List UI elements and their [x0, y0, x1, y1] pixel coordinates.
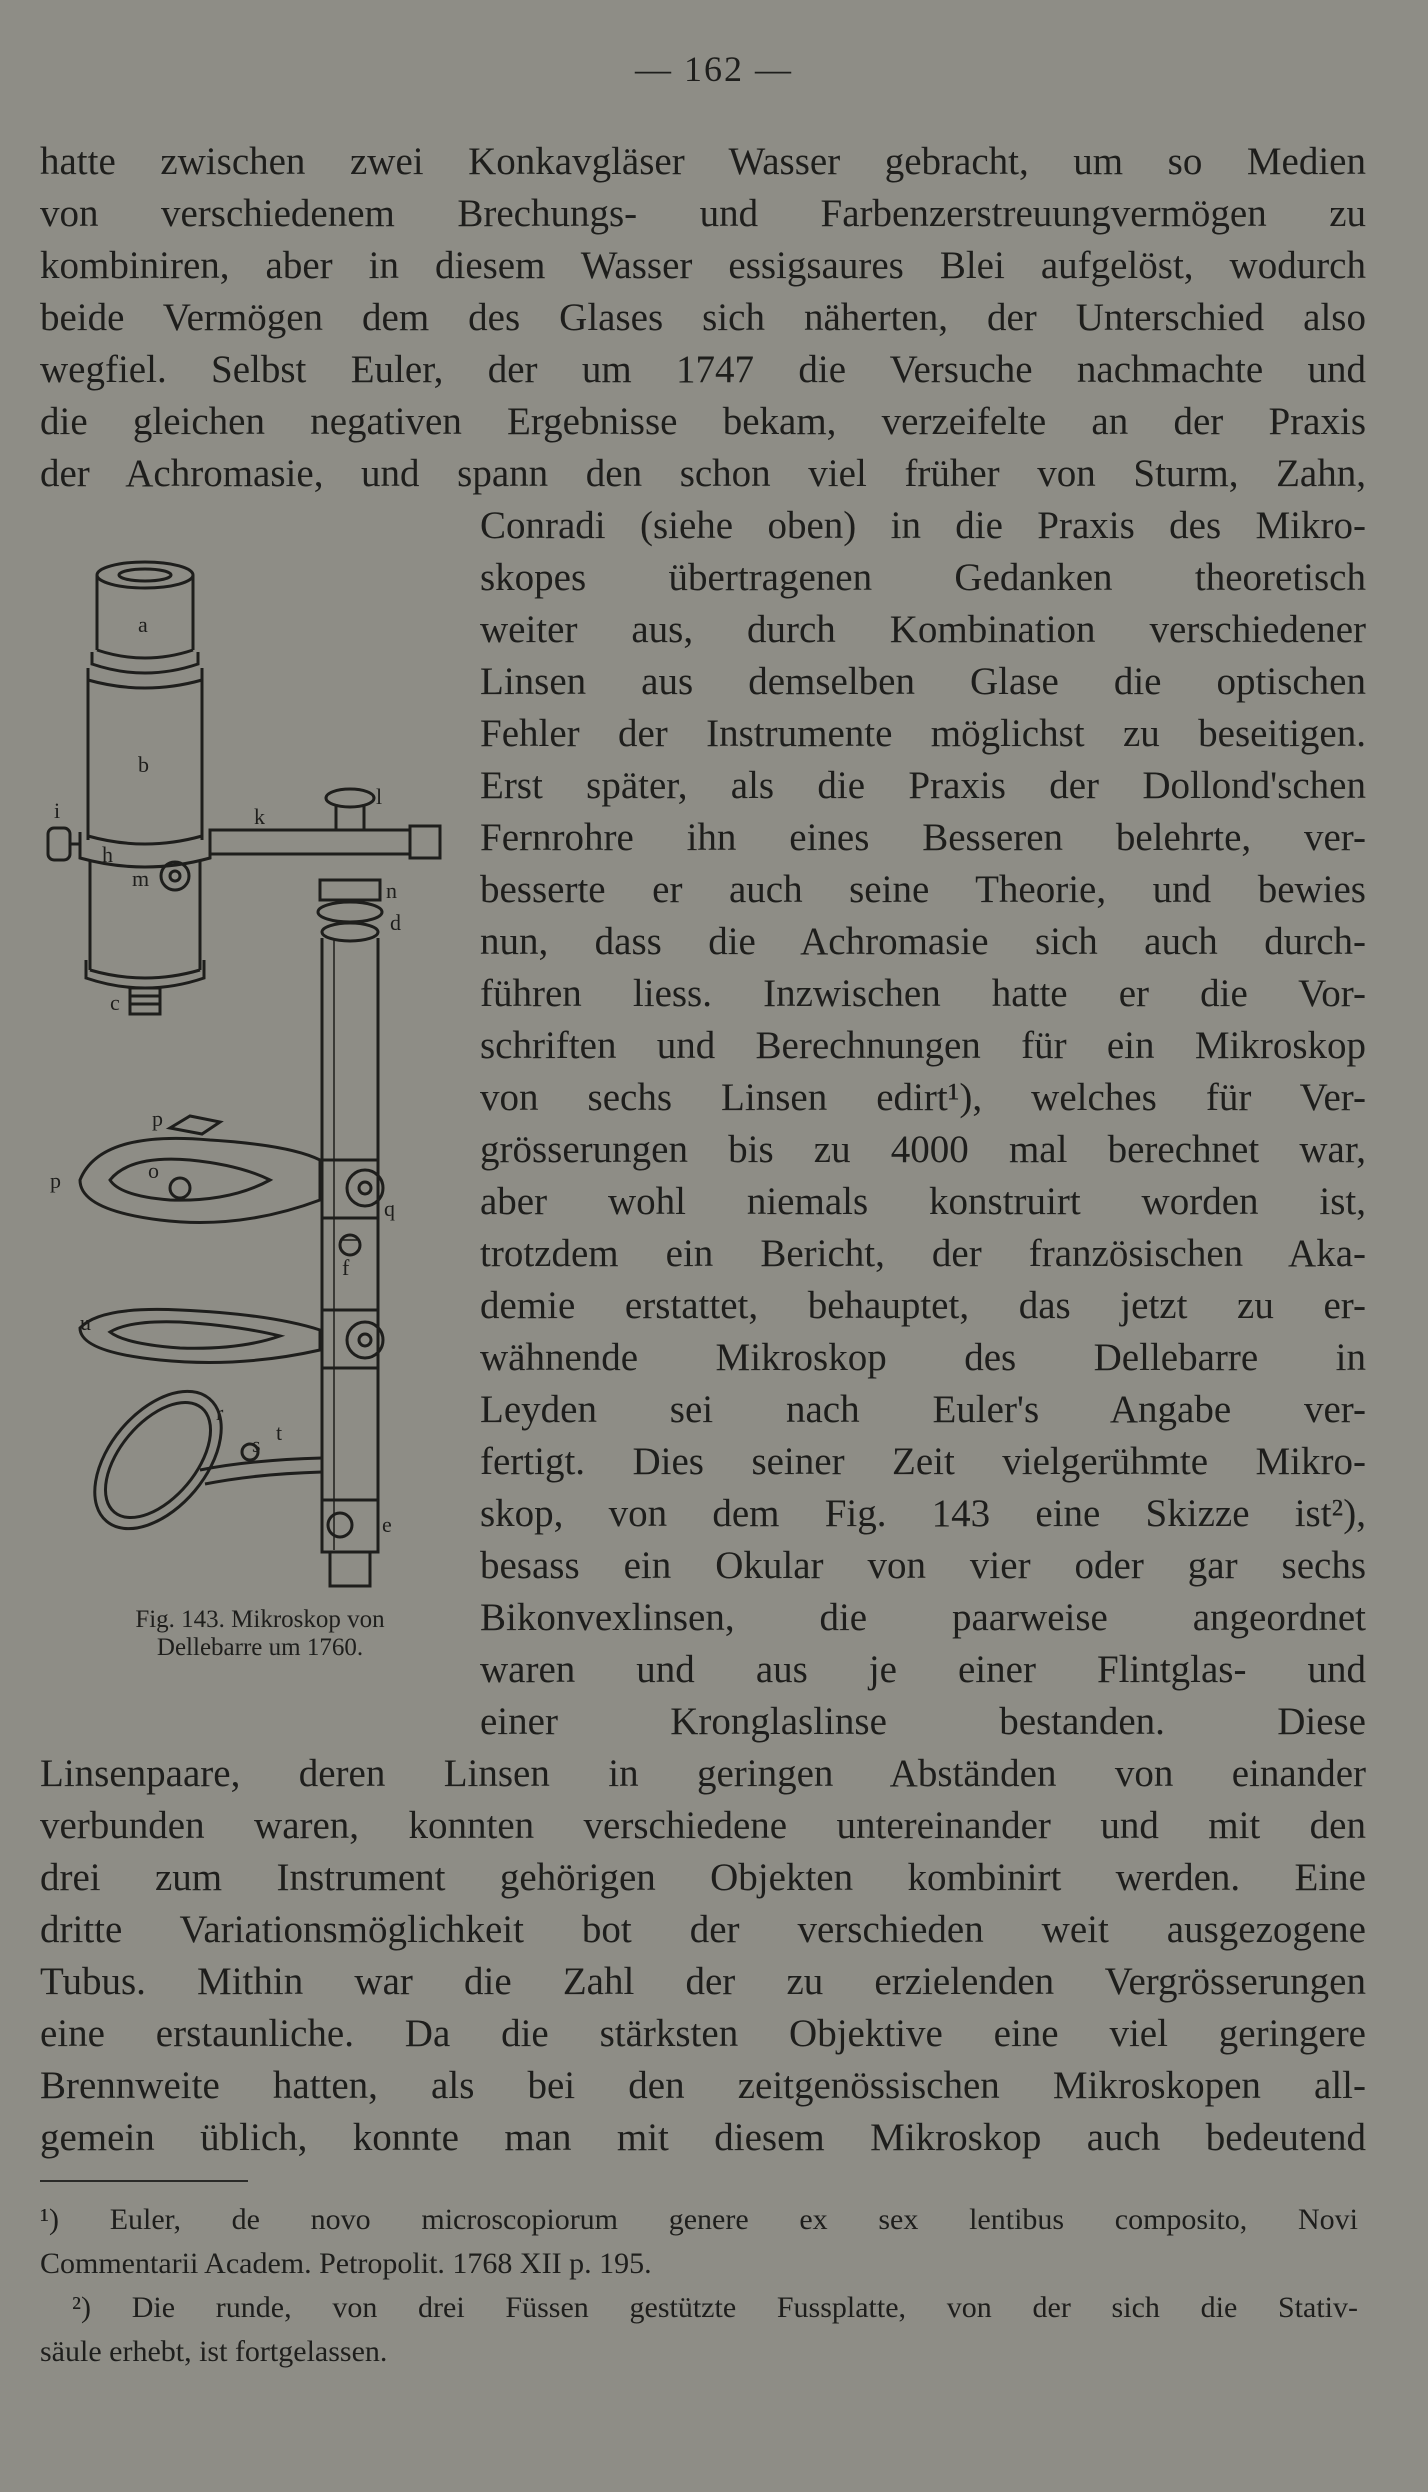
page-number: — 162 — — [635, 49, 793, 89]
label-l: l — [376, 784, 383, 809]
label-o: o — [148, 1158, 159, 1183]
mirror-r — [70, 1368, 246, 1552]
text-line: dritte Variationsmöglichkeit bot der verschieden weit ausgezogene — [40, 1908, 1366, 1951]
text-line: grösserungen bis zu 4000 mal berechnet war, — [480, 1128, 1366, 1171]
text-line: kombiniren, aber in diesem Wasser essigsaures Blei aufgelöst, wodurch — [40, 244, 1366, 287]
text-line: Erst später, als die Praxis der Dollond'schen — [480, 764, 1366, 807]
footnote-1-line2: Commentarii Academ. Petropolit. 1768 XII p. 195. — [40, 2247, 652, 2280]
eyepiece-cap-top — [97, 562, 193, 588]
text-line: aber wohl niemals konstruirt worden ist, — [480, 1180, 1366, 1223]
stage-p — [80, 1138, 320, 1222]
label-t: t — [276, 1420, 283, 1445]
text-line: Tubus. Mithin war die Zahl der zu erzielenden Vergrösserungen — [40, 1960, 1366, 2003]
text-line: Linsen aus demselben Glase die optischen — [480, 660, 1366, 703]
label-p-upper: p — [152, 1106, 163, 1131]
footnote-2-line1: ²) Die runde, von drei Füssen gestützte Fussplatte, von der sich die Stativ- — [72, 2291, 1358, 2324]
footnote-2-line2: säule erhebt, ist fortgelassen. — [40, 2335, 388, 2368]
label-a: a — [138, 612, 148, 637]
microscope-figure — [40, 540, 460, 1600]
label-n: n — [386, 878, 397, 903]
text-line: schriften und Berechnungen für ein Mikroskop — [480, 1024, 1366, 1067]
text-line: trotzdem ein Bericht, der französischen Aka- — [480, 1232, 1366, 1275]
label-f: f — [342, 1255, 350, 1280]
text-line: Fernrohre ihn eines Besseren belehrte, ver- — [480, 816, 1366, 859]
label-k: k — [254, 804, 265, 829]
text-line: einer Kronglaslinse bestanden. Diese — [480, 1700, 1366, 1743]
arm-k — [210, 830, 410, 854]
footnote-rule — [40, 2180, 248, 2182]
text-line: Brennweite hatten, als bei den zeitgenössischen Mikroskopen all- — [40, 2064, 1366, 2107]
text-line: von verschiedenem Brechungs- und Farbenzerstreuungvermögen zu — [40, 192, 1366, 235]
text-line: demie erstattet, behauptet, das jetzt zu er- — [480, 1284, 1366, 1327]
text-line: Bikonvexlinsen, die paarweise angeordnet — [480, 1596, 1366, 1639]
label-u: u — [80, 1310, 91, 1335]
text-line: Fehler der Instrumente möglichst zu beseitigen. — [480, 712, 1366, 755]
label-i: i — [54, 798, 61, 823]
text-line: Linsenpaare, deren Linsen in geringen Abständen von einander — [40, 1752, 1366, 1795]
text-line: besass ein Okular von vier oder gar sechs — [480, 1544, 1366, 1587]
figure-caption-line1: Fig. 143. Mikroskop von — [135, 1606, 385, 1633]
text-line: hatte zwischen zwei Konkavgläser Wasser gebracht, um so Medien — [40, 140, 1366, 183]
label-h: h — [102, 842, 113, 867]
text-line: skopes übertragenen Gedanken theoretisch — [480, 556, 1366, 599]
text-line: beide Vermögen dem des Glases sich näherten, der Unterschied also — [40, 296, 1366, 339]
screw-i — [48, 828, 70, 860]
label-c: c — [110, 990, 120, 1015]
footnote-1-line1: ¹) Euler, de novo microscopiorum genere ex sex lentibus composito, Novi — [40, 2203, 1358, 2236]
text-line: führen liess. Inzwischen hatte er die Vor- — [480, 972, 1366, 1015]
label-m: m — [132, 866, 150, 891]
text-line: nun, dass die Achromasie sich auch durch- — [480, 920, 1366, 963]
text-line: waren und aus je einer Flintglas- und — [480, 1648, 1366, 1691]
text-line: verbunden waren, konnten verschiedene untereinander und mit den — [40, 1804, 1366, 1847]
label-p: p — [50, 1168, 61, 1193]
label-q: q — [384, 1196, 395, 1221]
text-line: der Achromasie, und spann den schon viel früher von Sturm, Zahn, — [40, 452, 1366, 495]
text-line: die gleichen negativen Ergebnisse bekam, verzeifelte an der Praxis — [40, 400, 1366, 443]
text-line: eine erstaunliche. Da die stärksten Objektive eine viel geringere — [40, 2012, 1366, 2055]
text-line: wähnende Mikroskop des Dellebarre in — [480, 1336, 1366, 1379]
label-b: b — [138, 752, 149, 777]
text-line: drei zum Instrument gehörigen Objekten kombinirt werden. Eine — [40, 1856, 1366, 1899]
text-line: von sechs Linsen edirt¹), welches für Ver- — [480, 1076, 1366, 1119]
text-line: gemein üblich, konnte man mit diesem Mikroskop auch bedeutend — [40, 2116, 1366, 2159]
text-line: fertigt. Dies seiner Zeit vielgerühmte Mikro- — [480, 1440, 1366, 1483]
label-d: d — [390, 910, 401, 935]
text-line: besserte er auch seine Theorie, und bewies — [480, 868, 1366, 911]
label-e: e — [382, 1512, 392, 1537]
label-s: s — [252, 1432, 261, 1457]
text-line: skop, von dem Fig. 143 eine Skizze ist²), — [480, 1492, 1366, 1535]
text-line: weiter aus, durch Kombination verschiedener — [480, 608, 1366, 651]
text-line: Leyden sei nach Euler's Angabe ver- — [480, 1388, 1366, 1431]
text-line: wegfiel. Selbst Euler, der um 1747 die Versuche nachmachte und — [40, 348, 1366, 391]
figure-caption-line2: Dellebarre um 1760. — [156, 1634, 364, 1661]
text-line: Conradi (siehe oben) in die Praxis des Mikro- — [480, 504, 1366, 547]
label-r: r — [216, 1400, 224, 1425]
